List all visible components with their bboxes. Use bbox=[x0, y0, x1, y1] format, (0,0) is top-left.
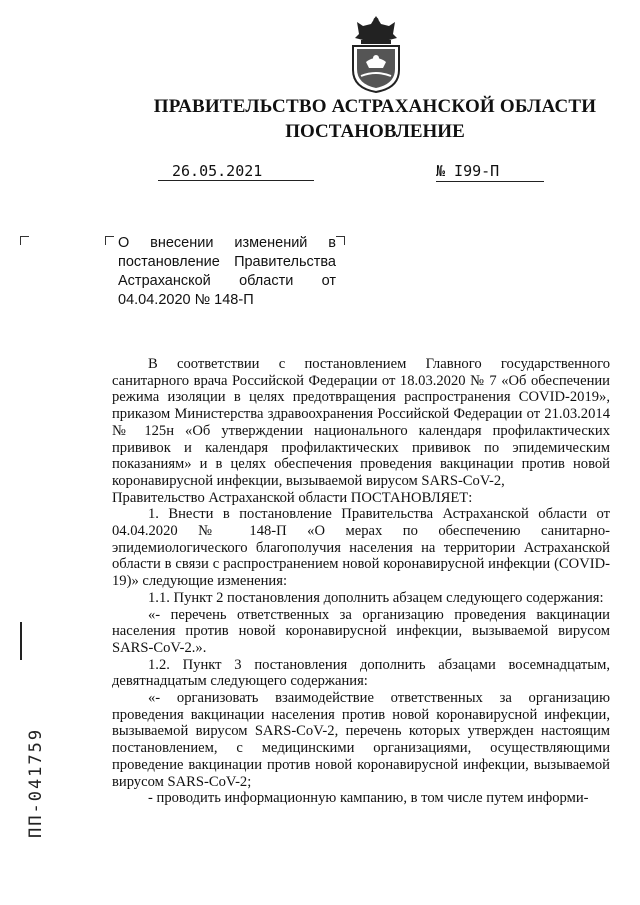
clause-1-2: 1.2. Пункт 3 постановления дополнить абзацами восемнадцатым, девятнадцатым следующего содержания: bbox=[112, 656, 610, 690]
form-serial-number: ПП-041759 bbox=[26, 727, 46, 838]
clause-1: 1. Внести в постановление Правительства Астраханской области от 04.04.2020 № 148-П «О мерах по обеспечению санитарно-эпидемиологического благополучия населения на территории Астраханской области в связи с распространением новой коронавирусной инфекции (COVID-19)» следующие изменения: bbox=[112, 506, 610, 590]
subject-bracket-right bbox=[336, 236, 345, 245]
government-title: ПРАВИТЕЛЬСТВО АСТРАХАНСКОЙ ОБЛАСТИ bbox=[153, 96, 597, 117]
margin-mark bbox=[20, 622, 22, 660]
document-date: 26.05.2021 bbox=[158, 163, 314, 181]
subject-bracket-left bbox=[105, 236, 114, 245]
resolution-statement: Правительство Астраханской области ПОСТАНОВЛЯЕТ: bbox=[112, 489, 473, 506]
document-type: ПОСТАНОВЛЕНИЕ bbox=[285, 121, 465, 142]
clause-1-1: 1.1. Пункт 2 постановления дополнить абзацем следующего содержания: bbox=[148, 589, 604, 606]
document-number: № I99-П bbox=[436, 163, 544, 182]
document-subject: О внесении изменений в постановление Правительства Астраханской области от 04.04.2020 № 148-П bbox=[118, 235, 336, 308]
clause-1-2-text-b: - проводить информационную кампанию, в том числе путем информи- bbox=[148, 790, 589, 807]
coat-of-arms-emblem bbox=[345, 14, 407, 94]
document-body bbox=[112, 356, 610, 807]
preamble-paragraph: В соответствии с постановлением Главного государственного санитарного врача Российской Федерации от 18.03.2020 № 7 «Об обеспечении режима изоляции в целях предотвращения распространения COVID-2019», приказом Министерства здравоохранения Российской Федерации от 21.03.2014 № 125н «Об утверждении национального календаря профилактических прививок и календаря профилактических прививок по эпидемическим показаниям» и в целях обеспечения проведения вакцинации против новой коронавирусной инфекции, вызываемой вирусом SARS-CoV-2, bbox=[112, 356, 610, 489]
left-margin-bracket bbox=[20, 236, 29, 245]
clause-1-1-text: «- перечень ответственных за организацию проведения вакцинации населения против новой коронавирусной инфекции, вызываемой вирусом SARS-CoV-2.». bbox=[112, 606, 610, 656]
clause-1-2-text-a: «- организовать взаимодействие ответственных за организацию проведения вакцинации населения против новой коронавирусной инфекции, вызываемой вирусом SARS-CoV-2, перечень которых утвержден настоящим постановлением, с медицинскими организациями, осуществляющими проведение вакцинации против новой коронавирусной инфекции, вызываемой вирусом SARS-CoV-2; bbox=[112, 690, 610, 790]
